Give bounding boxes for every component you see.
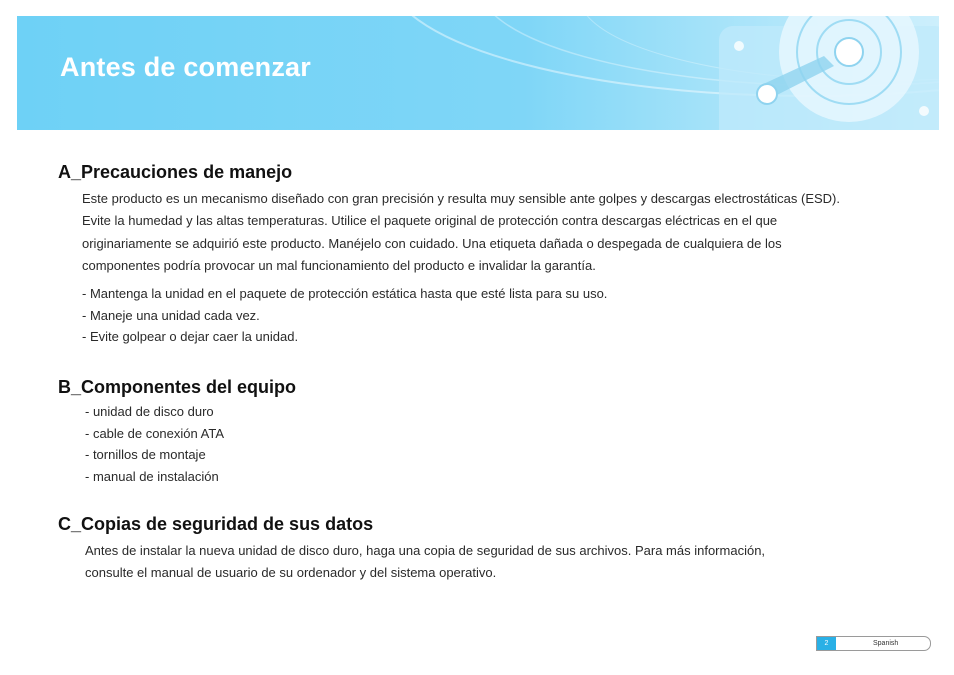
list-item: - Mantenga la unidad en el paquete de protección estática hasta que esté lista para su uso. xyxy=(82,286,608,301)
list-item: - cable de conexión ATA xyxy=(85,425,224,441)
section-b-heading: B_Componentes del equipo xyxy=(58,377,297,397)
section-a-bullets xyxy=(82,283,607,348)
page-title: Antes de comenzar xyxy=(60,52,311,82)
section-a-line: Evite la humedad y las altas temperaturas. Utilice el paquete original de protección contra descargas eléctricas en el que xyxy=(82,213,778,229)
section-a-heading: A_Precauciones de manejo xyxy=(58,162,293,182)
section-a-line: originariamente se adquirió este producto. Manéjelo con cuidado. Una etiqueta dañada o despegada de cualquiera de los xyxy=(82,235,782,251)
section-c-paragraph xyxy=(85,540,765,585)
section-a-paragraph xyxy=(82,188,840,277)
section-a-line: componentes podría provocar un mal funcionamiento del producto e invalidar la garantía. xyxy=(82,257,596,273)
section-c-line: consulte el manual de usuario de su ordenador y del sistema operativo. xyxy=(85,565,497,581)
section-c-line: Antes de instalar la nueva unidad de disco duro, haga una copia de seguridad de sus archivos. Para más información, xyxy=(85,543,766,558)
section-a-line: Este producto es un mecanismo diseñado con gran precisión y resulta muy sensible ante golpes y descargas electrostáticas (ESD). xyxy=(82,191,840,206)
list-item: - unidad de disco duro xyxy=(85,404,214,419)
list-item: - manual de instalación xyxy=(85,468,219,484)
list-item: - Evite golpear o dejar caer la unidad. xyxy=(82,329,299,344)
section-b-items xyxy=(85,401,224,487)
page-footer-tab xyxy=(816,636,931,651)
list-item: - Maneje una unidad cada vez. xyxy=(82,307,260,323)
section-c-heading: C_Copias de seguridad de sus datos xyxy=(58,514,374,534)
hard-disk-illustration xyxy=(379,16,939,130)
page-number: 2 xyxy=(817,637,836,650)
list-item: - tornillos de montaje xyxy=(85,447,206,462)
header-banner xyxy=(17,16,939,130)
language-label: Spanish xyxy=(873,640,899,647)
